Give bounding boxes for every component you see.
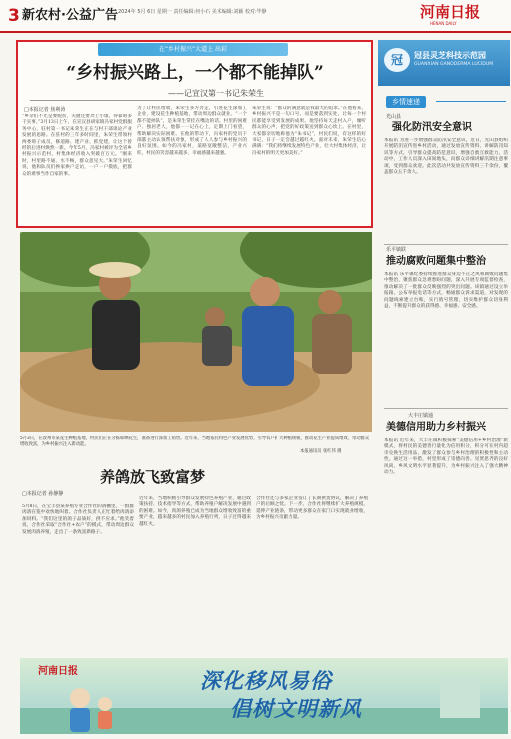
ad-figure-head: [70, 688, 90, 708]
feature-column-2: 为了让村民增收，朱荣生多方奔走，引进花生深加工企业，建设花生种植基地，带动周边群众就业。“一个都不能掉队”，是朱荣生常挂在嘴边的话。村里的困难户、独居老人，他都一一记在心上，定期上门看望，帮助解决实际困难。在他的带动下，冯家村的党员干部都主动认领帮扶对象，形成了人人参与乡村振兴的良好氛围。如今的冯家村，道路宽敞整洁，产业兴旺，村民的笑容越来越多，幸福感越来越强。: [137, 106, 247, 156]
sponsor-logo-icon: 冠: [384, 48, 410, 72]
photo-person-shirt: [92, 300, 140, 370]
ad-slogan-line-2: 倡树文明新风: [230, 697, 362, 721]
photo-person-shirt: [312, 314, 352, 374]
photo-caption: 5月3日，在汝州市某花生种植基地，村民们正在分拣晾晒花生，准备进行深加工销售。近年来，当地依托特色产业发展优势，引导农户扩大种植规模，推动花生产业提质增效，带动群众增收致富，为乡村振兴注入新动能。: [20, 436, 370, 447]
brief-1-title: 强化防汛安全意识: [392, 122, 472, 133]
ad-figure-body: [70, 708, 90, 732]
ad-figure-head: [98, 697, 112, 711]
brief-1-body: 本报讯 为进一步增强群众防汛安全意识，近日，光山县组织开展防汛宣传进乡村活动，通过发放宣传资料、讲解防汛知识等方式，引导群众提高防范意识，增强自救互救能力。活动中，工作人员深入田间地头，向群众详细讲解汛期注意事项，受到群众欢迎。此次活动共发放宣传资料三千余份，覆盖群众五千余人。: [384, 138, 508, 176]
brief-2-title: 推动腐败问题集中整治: [386, 256, 486, 267]
photo-person-shirt: [242, 306, 294, 386]
feature-headline: “乡村振兴路上，一个都不能掉队”: [66, 63, 324, 83]
sponsor-name: 冠县灵芝科技示范园: [414, 51, 486, 60]
brief-divider: [384, 408, 508, 409]
sponsor-name-en: GUANXIAN GANODERMA LUCIDUM: [414, 62, 494, 67]
photo-person-head: [318, 290, 342, 314]
feature-rule: [30, 100, 360, 101]
brief-3-title: 美德信用助力乡村振兴: [386, 422, 486, 433]
brief-divider: [384, 244, 508, 245]
ad-slogan-line-1: 深化移风易俗: [200, 669, 332, 693]
photo-credit: 本报通讯员 张红伟 摄: [300, 449, 342, 454]
feature-byline: □本报记者 焦利涛: [24, 107, 66, 113]
feature-column-1: “乡亲们不光是要脱贫，关键还要奔上小康，得靠咱多干实事。”3月13日上午，在宣汉县胡家镇冯家村党群服务中心，驻村第一书记朱荣生正在与村干部谈论产业发展的思路。在驻村的三年多时间里，朱荣生带领村两委班子成员，修道路、建产业、抓党建，让这个曾经的后进村焕然一新。今年5月，冯家村被评为全省乡村振兴示范村，村集体经济收入突破百万元。“刚来时，村里路不通、水不畅，群众意见大。”朱荣生回忆说，他和队员们挨家挨户走访，一户一户摸底，把群众的难事当作自家的事。: [22, 114, 132, 177]
brief-3-body: 本报讯 近年来，大丰庄镇积极探索“美德信用+乡村治理”新模式，将村民的美德善行量化为信用积分，积分可在村内超市兑换生活用品，激发了群众参与乡村治理的积极性和主动性。通过这一举措，村里形成了崇德向善、见贤思齐的良好风尚，乡风文明水平显著提升，为乡村振兴注入了强大精神动力。: [384, 438, 508, 476]
brief-2-body: 本报讯 乐平镇纪委持续推进群众身边不正之风和腐败问题集中整治，聚焦群众急难愁盼问题，深入开展专项监督检查，推动解决了一批群众反映强烈的突出问题。该镇通过设立举报箱、公布举报电话等方式，畅通群众诉求渠道，对发现的问题线索建立台账，实行销号管理，切实维护群众切身利益，不断提升群众的获得感、幸福感、安全感。: [384, 272, 508, 310]
article-2-column-1: 5月8日，在宝丰县某养殖专业合作社的鸽棚里，一群群肉鸽在笼中欢快地叫着。合作社负责人正忙着给肉鸽添加饲料。“我们这里的鸽子品质好，供不应求。”他笑着说，合作社采取“合作社+农户”的模式，带动周边群众发展肉鸽养殖，走出了一条致富新路子。: [22, 504, 134, 535]
column-tag-rule: [436, 101, 506, 102]
feature-subheadline: ——记宣汉第一书记朱荣生: [168, 89, 264, 98]
ad-figure-body: [98, 711, 112, 729]
photo-person-head: [250, 277, 280, 307]
newspaper-masthead-en: HENAN DAILY: [430, 21, 457, 26]
brief-2-kicker: 乐平镇联: [386, 247, 407, 253]
article-2-byline: □本报记者 孙静静: [22, 491, 64, 497]
section-title: 新农村·公益广告: [22, 8, 118, 23]
newspaper-masthead: 河南日报: [420, 3, 481, 21]
photo-illustration: [20, 232, 372, 432]
feature-column-3: 朱荣生说：“群众的满意就是我最大的追求。”在他看来，乡村振兴不是一句口号，而是要落到实处，让每一个村民都能享受到发展的成果。他坚持每天走村入户，倾听群众的心声，把党的好政策送到群众心坎上。在村里，大家都亲切地称他为“朱书记”，村民们说，有这样的好书记，日子一定会越过越红火。面对未来，朱荣生信心满满：“我们将继续发展特色产业，壮大村集体经济，让冯家村的明天更加美好。”: [252, 106, 366, 156]
article-2-headline: 养鸽放飞致富梦: [100, 468, 206, 486]
feature-banner-text: 在“乡村振兴”大道上 出彩: [158, 46, 228, 53]
article-2-column-2: 近年来，当地积极引导群众发展特色养殖产业，通过政策扶持、技术指导等方式，帮助养殖户解决发展中遇到的困难。如今，肉鸽养殖已成为当地群众增收致富的重要产业，越来越多的村民加入养殖行列，日子过得越来越红火。: [139, 496, 251, 527]
brief-1-kicker: 光山县: [386, 114, 402, 120]
issue-meta: 2024年 5月 6日 星期一 责任编辑:何小石 美术编辑:刘颖 校对:毕静: [118, 9, 267, 15]
article-2-column-3: 合作社还与多家企业签订了长期供货协议，解决了养殖户的后顾之忧。下一步，合作社将继续扩大养殖规模，延伸产业链条，带动更多群众在家门口实现就业增收，为乡村振兴贡献力量。: [256, 496, 368, 521]
photo-straw-hat: [89, 262, 141, 278]
photo-person-head: [205, 307, 225, 327]
column-tag: 乡情速递: [386, 96, 426, 108]
page-number: 3: [8, 6, 20, 26]
photo-person-shirt: [202, 326, 232, 366]
ad-building: [440, 678, 480, 718]
news-photo: [20, 232, 372, 432]
brief-3-kicker: 大丰庄镇通: [408, 413, 434, 419]
ad-masthead: 河南日报: [38, 666, 78, 677]
